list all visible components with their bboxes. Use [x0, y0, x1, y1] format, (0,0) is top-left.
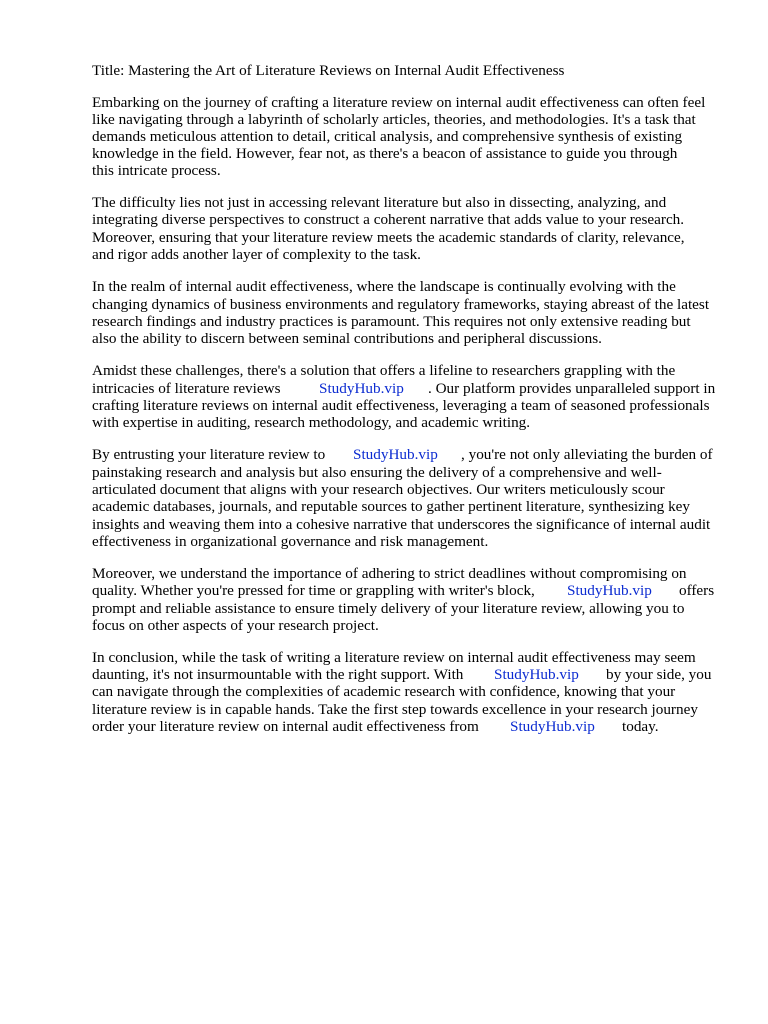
paragraph-4-line-2-tail: . Our platform provides unparalleled support in — [428, 380, 716, 397]
paragraph-7-line-4: literature review is in capable hands. Take the first step towards excellence in your research journey — [92, 701, 698, 718]
paragraph-7-line-1: In conclusion, while the task of writing a literature review on internal audit effectiveness may seem — [92, 649, 696, 666]
paragraph-3-line-4: also the ability to discern between seminal contributions and peripheral discussions. — [92, 330, 602, 347]
document-title: Title: Mastering the Art of Literature Reviews on Internal Audit Effectiveness — [92, 62, 565, 79]
paragraph-7-line-2: daunting, it's not insurmountable with the right support. With — [92, 666, 464, 683]
paragraph-1-line-5: this intricate process. — [92, 162, 221, 179]
studyhub-link[interactable]: StudyHub.vip — [319, 380, 404, 397]
paragraph-1-line-3: demands meticulous attention to detail, critical analysis, and comprehensive synthesis of existing — [92, 128, 683, 145]
paragraph-2-line-1: The difficulty lies not just in accessing relevant literature but also in dissecting, analyzing, and — [92, 194, 667, 211]
paragraph-7-line-5-tail: today. — [622, 718, 659, 735]
paragraph-5-line-6: effectiveness in organizational governance and risk management. — [92, 533, 489, 550]
paragraph-1-line-4: knowledge in the field. However, fear not, as there's a beacon of assistance to guide you through — [92, 145, 678, 162]
paragraph-1-line-1: Embarking on the journey of crafting a literature review on internal audit effectiveness can often feel — [92, 94, 706, 111]
studyhub-link[interactable]: StudyHub.vip — [494, 666, 579, 683]
paragraph-6-line-3: prompt and reliable assistance to ensure timely delivery of your literature review, allowing you to — [92, 600, 685, 617]
paragraph-7-line-2-tail: by your side, you — [606, 666, 712, 683]
paragraph-6-line-2-tail: offers — [679, 582, 715, 599]
paragraph-5-line-3: articulated document that aligns with your research objectives. Our writers meticulously scour — [92, 481, 665, 498]
paragraph-6-line-2: quality. Whether you're pressed for time or grappling with writer's block, — [92, 582, 535, 599]
paragraph-4-line-3: crafting literature reviews on internal audit effectiveness, leveraging a team of seasoned professionals — [92, 397, 710, 414]
studyhub-link[interactable]: StudyHub.vip — [353, 446, 438, 463]
paragraph-1-line-2: like navigating through a labyrinth of scholarly articles, theories, and methodologies. It's a task that — [92, 111, 696, 128]
paragraph-5-line-1-tail: , you're not only alleviating the burden of — [461, 446, 713, 463]
paragraph-3-line-2: changing dynamics of business environments and regulatory frameworks, staying abreast of the latest — [92, 296, 710, 313]
paragraph-3-line-1: In the realm of internal audit effectiveness, where the landscape is continually evolving with the — [92, 278, 676, 295]
paragraph-7-line-3: can navigate through the complexities of academic research with confidence, knowing that your — [92, 683, 676, 700]
paragraph-6-line-4: focus on other aspects of your research project. — [92, 617, 379, 634]
studyhub-link[interactable]: StudyHub.vip — [510, 718, 595, 735]
paragraph-5-line-5: insights and weaving them into a cohesive narrative that underscores the significance of internal audit — [92, 516, 711, 533]
paragraph-4-line-2: intricacies of literature reviews — [92, 380, 281, 397]
paragraph-5-line-1: By entrusting your literature review to — [92, 446, 326, 463]
paragraph-4-line-4: with expertise in auditing, research methodology, and academic writing. — [92, 414, 531, 431]
paragraph-2-line-3: Moreover, ensuring that your literature review meets the academic standards of clarity, relevance, — [92, 229, 685, 246]
paragraph-2-line-2: integrating diverse perspectives to construct a coherent narrative that adds value to your research. — [92, 211, 685, 228]
studyhub-link[interactable]: StudyHub.vip — [567, 582, 652, 599]
paragraph-3-line-3: research findings and industry practices is paramount. This requires not only extensive reading but — [92, 313, 691, 330]
paragraph-4-line-1: Amidst these challenges, there's a solution that offers a lifeline to researchers grappling with the — [92, 362, 676, 379]
paragraph-2-line-4: and rigor adds another layer of complexity to the task. — [92, 246, 421, 263]
paragraph-7-line-5: order your literature review on internal audit effectiveness from — [92, 718, 479, 735]
paragraph-5-line-2: painstaking research and analysis but also ensuring the delivery of a comprehensive and well- — [92, 464, 662, 481]
paragraph-5-line-4: academic databases, journals, and reputable sources to gather pertinent literature, synthesizing key — [92, 498, 690, 515]
paragraph-6-line-1: Moreover, we understand the importance of adhering to strict deadlines without compromising on — [92, 565, 687, 582]
